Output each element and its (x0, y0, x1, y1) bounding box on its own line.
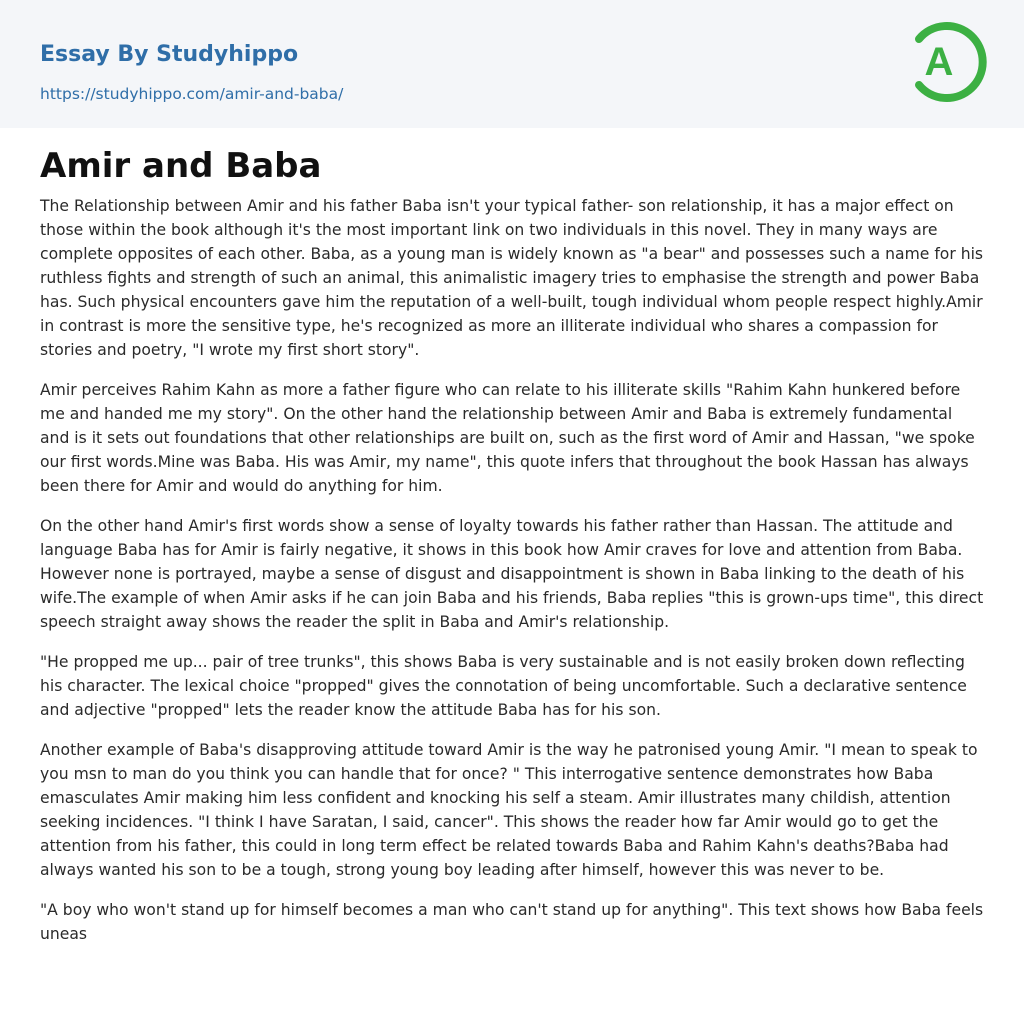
essay-paragraph: Another example of Baba's disapproving attitude toward Amir is the way he patronised young Amir. "I mean to speak to you msn to man do you think you can handle that for once? " This interrogative sentence demonstrates how Baba emasculates Amir making him less confident and knocking his self a steam. Amir illustrates many childish, attention seeking incidences. "I think I have Saratan, I said, cancer". This shows the reader how far Amir would go to get the attention from his father, this could in long term effect be related towards Baba and Rahim Kahn's deaths?Baba had always wanted his son to be a tough, strong young boy leading after himself, however this was never to be. (40, 741, 978, 879)
source-url-link[interactable]: https://studyhippo.com/amir-and-baba/ (40, 85, 344, 103)
essay-paragraph: "A boy who won't stand up for himself becomes a man who can't stand up for anything". This text shows how Baba feels uneas (40, 901, 984, 943)
essay-paragraph: The Relationship between Amir and his father Baba isn't your typical father- son relationship, it has a major effect on those within the book although it's the most important link on two individuals in this novel. They in many ways are complete opposites of each other. Baba, as a young man is widely known as "a bear" and possesses such a name for his ruthless fights and strength of such an animal, this animalistic imagery tries to emphasise the strength and power Baba has. Such physical encounters gave him the reputation of a well-built, tough individual whom people respect highly.Amir in contrast is more the sensitive type, he's recognized as more an illiterate individual who shares a compassion for stories and poetry, "I wrote my first short story". (40, 197, 984, 359)
logo-letter: A (924, 40, 954, 84)
brand-title[interactable]: Essay By Studyhippo (40, 42, 299, 67)
essay-paragraph: "He propped me up... pair of tree trunks", this shows Baba is very sustainable and is not easily broken down reflecting his character. The lexical choice "propped" gives the connotation of being uncomfortable. Such a declarative sentence and adjective "propped" lets the reader know the attitude Baba has for his son. (40, 653, 967, 719)
essay-paragraph: On the other hand Amir's first words show a sense of loyalty towards his father rather than Hassan. The attitude and language Baba has for Amir is fairly negative, it shows in this book how Amir craves for love and attention from Baba. However none is portrayed, maybe a sense of disgust and disappointment is shown in Baba linking to the death of his wife.The example of when Amir asks if he can join Baba and his friends, Baba replies "this is grown-ups time", this direct speech straight away shows the reader the split in Baba and Amir's relationship. (40, 517, 984, 631)
essay-body (40, 194, 986, 962)
essay-paragraph: Amir perceives Rahim Kahn as more a father figure who can relate to his illiterate skills "Rahim Kahn hunkered before me and handed me my story". On the other hand the relationship between Amir and Baba is extremely fundamental and is it sets out foundations that other relationships are built on, such as the first word of Amir and Hassan, "we spoke our first words.Mine was Baba. His was Amir, my name", this quote infers that throughout the book Hassan has always been there for Amir and would do anything for him. (40, 381, 975, 495)
studyhippo-logo-icon[interactable] (910, 17, 988, 107)
site-header (0, 0, 1024, 128)
page-title: Amir and Baba (40, 146, 322, 186)
